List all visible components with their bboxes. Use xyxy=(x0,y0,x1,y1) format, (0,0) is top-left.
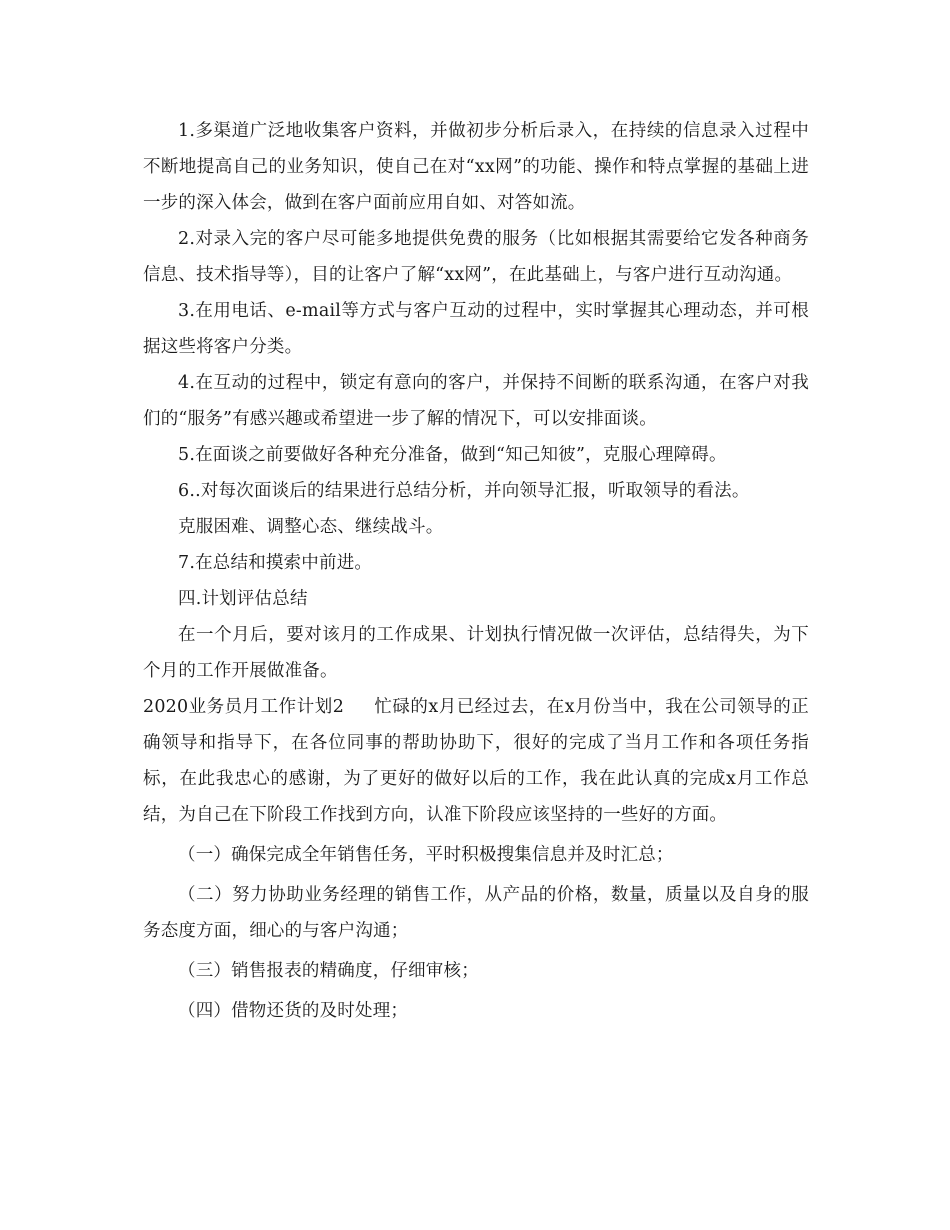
paragraph-2: 2.对录入完的客户尽可能多地提供免费的服务（比如根据其需要给它发各种商务信息、技术指导等），目的让客户了解“xx网”，在此基础上，与客户进行互动沟通。 xyxy=(143,229,809,285)
plan-2-paragraph xyxy=(143,689,809,833)
list-item-2: （二）努力协助业务经理的销售工作，从产品的价格，数量，质量以及自身的服务态度方面，细心的与客户沟通； xyxy=(143,885,809,941)
list-item-4: （四）借物还货的及时处理； xyxy=(178,1001,409,1021)
paragraph-4: 4.在互动的过程中，锁定有意向的客户，并保持不间断的联系沟通，在客户对我们的“服务”有感兴趣或希望进一步了解的情况下，可以安排面谈。 xyxy=(143,373,809,429)
plan-2-heading: 2020业务员月工作计划2 xyxy=(143,697,345,717)
paragraph-1: 1.多渠道广泛地收集客户资料，并做初步分析后录入，在持续的信息录入过程中不断地提高自己的业务知识，使自己在对“xx网”的功能、操作和特点掌握的基础上进一步的深入体会，做到在客户面前应用自如、对答如流。 xyxy=(143,121,809,213)
paragraph-3: 3.在用电话、e-mail等方式与客户互动的过程中，实时掌握其心理动态，并可根据这些将客户分类。 xyxy=(143,301,809,357)
paragraph-6: 6..对每次面谈后的结果进行总结分析，并向领导汇报，听取领导的看法。 xyxy=(178,481,750,501)
paragraph-5: 5.在面谈之前要做好各种充分准备，做到“知己知彼”，克服心理障碍。 xyxy=(178,445,727,465)
paragraph-8: 7.在总结和摸索中前进。 xyxy=(178,553,373,573)
plan-2-intro: 忙碌的x月已经过去，在x月份当中，我在公司领导的正确领导和指导下，在各位同事的帮助协助下，很好的完成了当月工作和各项任务指标，在此我忠心的感谢，为了更好的做好以后的工作，我在此认真的完成x月工作总结，为自己在下阶段工作找到方向，认准下阶段应该坚持的一些好的方面。 xyxy=(143,697,809,825)
list-item-1: （一）确保完成全年销售任务，平时积极搜集信息并及时汇总； xyxy=(178,845,674,865)
paragraph-7: 克服困难、调整心态、继续战斗。 xyxy=(178,517,444,537)
list-item-3: （三）销售报表的精确度，仔细审核； xyxy=(178,961,479,981)
section-heading-4: 四.计划评估总结 xyxy=(178,589,308,609)
paragraph-evaluation: 在一个月后，要对该月的工作成果、计划执行情况做一次评估，总结得失，为下个月的工作开展做准备。 xyxy=(143,625,809,681)
document-body xyxy=(143,113,809,1029)
